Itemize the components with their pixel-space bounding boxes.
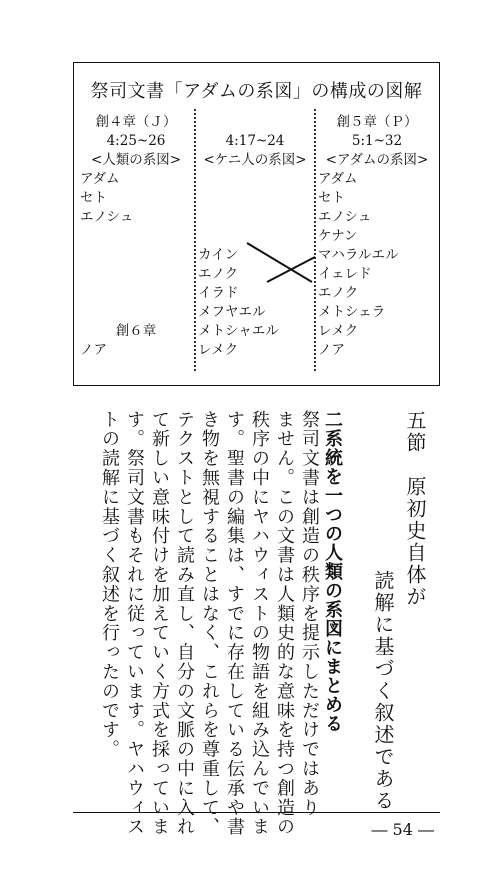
column-subtitle: <人類の系図>: [90, 152, 182, 168]
page-number: ― 54 ―: [371, 820, 434, 839]
body-text-line: す。聖書の編集は、すでに存在している伝承や書: [224, 410, 245, 837]
name-item: セト: [318, 190, 345, 206]
column-verse-range: 4:25~26: [106, 133, 166, 149]
name-item: イェレド: [318, 266, 372, 282]
name-item: エノシュ: [318, 209, 372, 225]
column-subtitle: <アダムの系図>: [325, 152, 429, 168]
genealogy-diagram: [73, 62, 440, 386]
name-item: エノシュ: [80, 209, 134, 225]
name-item: レメク: [318, 323, 359, 339]
name-item: メトシェラ: [318, 304, 386, 320]
dotted-divider-right: [314, 109, 316, 371]
dotted-divider-left: [194, 109, 196, 371]
body-text-line: ません。この文書は人類史的な意味を持つ創造の: [274, 410, 295, 837]
column-sub-header: 創６章: [115, 323, 157, 339]
column-genesis-5-adam: [318, 113, 436, 360]
name-item: ケナン: [318, 228, 358, 244]
name-item: カイン: [198, 247, 239, 263]
body-text-line: す。祭司文書もそれに従っています。ヤハウィス: [124, 410, 145, 837]
name-item: イラド: [198, 285, 239, 301]
name-item-mehujael: メフヤエル: [198, 304, 266, 320]
column-header: 創４章（Ｊ）: [95, 114, 177, 130]
diagram-title: 祭司文書「アダムの系図」の構成の図解: [90, 81, 423, 102]
name-item: アダム: [318, 171, 358, 187]
column-kenite-genealogy: [198, 132, 312, 360]
body-text-line: テクストとして読み直し、自分の文脈の中に入れ: [174, 410, 195, 837]
body-text-line: き物を無視することはなく、これらを尊重して、: [199, 410, 220, 837]
body-text-line: 祭司文書は創造の秩序を提示しただけではあり: [299, 410, 320, 818]
column-header: 創５章（Ｐ）: [336, 114, 418, 130]
column-genesis-4-humanity: [80, 113, 192, 360]
body-text-line: て新しい意味付けを加えていく方式を採っていま: [149, 410, 170, 837]
body-text-line: 秩序の中にヤハウィストの物語を組み込んでいま: [249, 410, 270, 837]
name-item-mahalalel: マハラルエル: [318, 247, 399, 263]
subheading: 二系統を一つの人類の系図にまとめる: [322, 410, 343, 733]
name-item-enoch: エノク: [198, 266, 239, 282]
footer-rule: [73, 812, 440, 813]
section-heading-line-1: 五節 原初史自体が: [403, 410, 427, 608]
name-item: アダム: [80, 171, 120, 187]
name-item-enoch: エノク: [318, 285, 359, 301]
column-verse-range: 4:17~24: [225, 133, 285, 149]
section-heading-line-2: 読解に基づく叙述である: [371, 570, 395, 812]
name-item: ノア: [318, 342, 345, 358]
column-verse-range: 5:1~32: [351, 133, 403, 149]
name-item: ノア: [80, 342, 107, 358]
name-item: レメク: [198, 342, 239, 358]
column-subtitle: <ケニ人の系図>: [203, 152, 307, 168]
name-item: セト: [80, 190, 107, 206]
name-item: メトシャエル: [198, 323, 279, 339]
body-text-line: トの読解に基づく叙述を行ったのです。: [99, 410, 120, 760]
